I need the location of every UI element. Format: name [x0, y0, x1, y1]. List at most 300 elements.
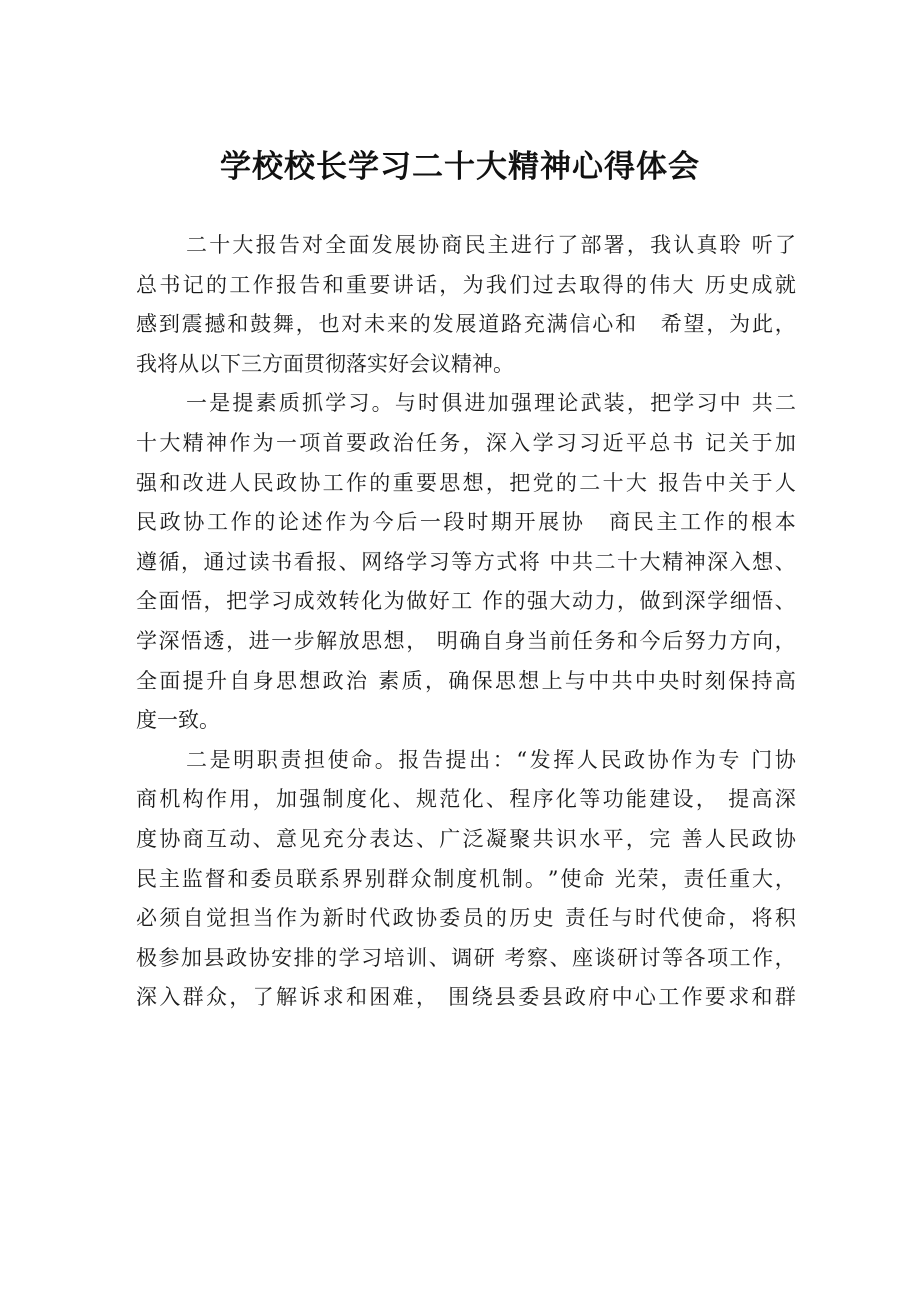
text-glyph: 高	[774, 668, 796, 693]
text-glyph: 方	[729, 628, 751, 653]
text-glyph: 持	[751, 668, 773, 693]
text-glyph: 专	[718, 747, 740, 772]
text-glyph	[496, 939, 503, 979]
text-glyph: ，	[226, 628, 248, 653]
text-glyph: 到	[662, 589, 684, 614]
text-glyph: 作	[229, 430, 251, 455]
text-glyph: 要	[345, 430, 367, 455]
text-glyph: ，	[252, 787, 274, 812]
text-glyph: 中	[719, 391, 741, 416]
text-glyph: 制	[502, 866, 523, 891]
text-glyph: 达	[392, 826, 414, 851]
text-glyph: 民	[464, 233, 486, 257]
text-glyph: 步	[293, 628, 315, 653]
text-glyph: 后	[662, 628, 684, 653]
text-glyph: 责	[683, 866, 705, 891]
text-glyph: 作	[481, 589, 503, 614]
text-glyph: 要	[369, 272, 391, 297]
text-glyph: 书	[159, 272, 181, 297]
text-glyph: 报	[316, 549, 338, 574]
text-glyph: 责	[280, 747, 302, 772]
text-glyph: 近	[602, 430, 624, 455]
text-glyph: ，	[203, 589, 225, 614]
paragraph-3-line-2	[136, 780, 796, 820]
text-glyph: 加	[275, 787, 297, 812]
text-glyph: 度	[136, 826, 157, 851]
text-glyph: 素	[255, 391, 277, 416]
text-glyph: 中	[634, 668, 656, 693]
text-glyph: 训	[406, 945, 428, 970]
text-glyph: 共	[611, 668, 633, 693]
text-glyph: 任	[588, 906, 610, 931]
text-glyph: 面	[348, 233, 370, 257]
text-glyph: 关	[728, 470, 750, 495]
text-glyph: 确	[459, 628, 481, 653]
text-glyph: 神	[205, 430, 227, 455]
text-glyph: 到	[158, 312, 180, 337]
text-glyph: 协	[299, 470, 321, 495]
text-glyph: 舞	[272, 312, 294, 337]
text-glyph	[673, 820, 680, 860]
text-glyph: 二	[579, 470, 601, 495]
text-glyph	[696, 424, 703, 464]
text-glyph: 设	[672, 787, 694, 812]
text-glyph: 充	[322, 826, 344, 851]
text-glyph: 习	[555, 430, 577, 455]
text-glyph: 项	[707, 945, 729, 970]
text-glyph: 于	[751, 470, 773, 495]
text-glyph: 商	[182, 826, 204, 851]
text-glyph: 考	[504, 945, 526, 970]
text-glyph: ：	[492, 747, 514, 772]
text-glyph: 把	[226, 589, 248, 614]
text-glyph: 效	[316, 589, 338, 614]
text-glyph: 听	[751, 233, 773, 257]
text-glyph: 大	[625, 470, 647, 495]
text-glyph: 、	[774, 549, 796, 574]
text-glyph: 理	[534, 391, 556, 416]
text-glyph: 和	[227, 312, 249, 337]
text-glyph: 和	[615, 312, 637, 337]
text-glyph: 力	[707, 628, 729, 653]
text-glyph: 困	[369, 985, 391, 1010]
text-glyph: 信	[569, 312, 591, 337]
text-glyph: 质	[401, 668, 423, 693]
text-glyph	[474, 582, 481, 622]
text-glyph: 面	[158, 589, 180, 614]
text-glyph: 化	[555, 787, 577, 812]
text-glyph: 深	[485, 430, 507, 455]
text-glyph: 凝	[485, 826, 507, 851]
text-glyph: 联	[296, 866, 318, 891]
text-glyph: 论	[557, 391, 579, 416]
text-glyph: 与	[611, 906, 633, 931]
text-glyph: 为	[299, 906, 321, 931]
text-glyph: 习	[696, 391, 718, 416]
text-glyph: 工	[451, 589, 473, 614]
text-glyph	[556, 899, 563, 939]
text-glyph: ，	[617, 589, 639, 614]
text-glyph: 力	[594, 589, 616, 614]
text-glyph: 代	[658, 906, 680, 931]
text-glyph: 记	[704, 430, 726, 455]
text-glyph: 协	[415, 906, 437, 931]
text-glyph: 了	[557, 233, 579, 257]
text-glyph: 化	[369, 787, 391, 812]
text-glyph: 党	[532, 470, 554, 495]
text-glyph: 十	[617, 549, 639, 574]
text-glyph: 聚	[509, 826, 531, 851]
text-glyph: 建	[649, 787, 671, 812]
text-glyph: 人	[774, 470, 796, 495]
text-glyph: 路	[501, 312, 522, 337]
text-glyph: 未	[364, 312, 386, 337]
text-glyph: 大	[672, 272, 694, 297]
text-glyph: 二	[186, 233, 207, 257]
text-glyph: 鼓	[250, 312, 272, 337]
text-glyph: 做	[406, 589, 428, 614]
text-line: 度一致。	[136, 708, 220, 733]
text-glyph: 提	[728, 787, 750, 812]
text-glyph: 构	[182, 787, 204, 812]
text-glyph: 荣	[637, 866, 659, 891]
text-glyph: ，	[774, 628, 796, 653]
text-glyph: ，	[181, 549, 203, 574]
text-glyph: 素	[378, 668, 400, 693]
text-glyph: ，	[695, 787, 717, 812]
text-glyph: 协	[183, 510, 205, 535]
text-glyph: 群	[182, 985, 204, 1010]
text-glyph: 参	[158, 945, 180, 970]
text-glyph: 商	[441, 233, 463, 257]
text-glyph: 强	[299, 787, 321, 812]
text-glyph: 提	[182, 668, 204, 693]
text-glyph	[369, 662, 376, 702]
text-glyph: 的	[485, 906, 507, 931]
text-glyph: 加	[181, 945, 203, 970]
text-glyph: 确	[448, 668, 470, 693]
text-glyph: 成	[751, 272, 773, 297]
text-glyph: 进	[248, 628, 270, 653]
text-glyph: 民	[136, 510, 157, 535]
text-glyph: 、	[252, 826, 274, 851]
text-glyph: 共	[751, 391, 773, 416]
text-glyph: 大	[751, 866, 773, 891]
text-glyph: 县	[494, 985, 516, 1010]
text-glyph: 一	[419, 510, 441, 535]
text-glyph: 解	[275, 985, 297, 1010]
text-glyph: 作	[252, 272, 274, 297]
text-glyph: 报	[398, 747, 420, 772]
text-glyph: 政	[226, 945, 248, 970]
text-glyph: 深	[707, 549, 729, 574]
text-glyph: 员	[462, 906, 484, 931]
text-glyph: 求	[728, 985, 750, 1010]
text-glyph	[638, 305, 659, 345]
text-glyph: 自	[182, 906, 204, 931]
text-glyph: 思	[494, 668, 516, 693]
text-glyph: 自	[481, 628, 503, 653]
text-glyph: 提	[232, 391, 254, 416]
text-glyph: 共	[532, 826, 554, 851]
text-glyph: 此	[751, 312, 773, 337]
text-glyph: 满	[546, 312, 568, 337]
text-glyph: 大	[232, 233, 254, 257]
text-glyph: 动	[572, 589, 593, 614]
text-glyph: 进	[510, 233, 532, 257]
text-glyph: 全	[136, 589, 157, 614]
text-glyph: 泛	[462, 826, 484, 851]
text-glyph: 根	[751, 510, 773, 535]
text-glyph: 学	[248, 589, 270, 614]
text-glyph: ，	[415, 985, 437, 1010]
text-glyph: 协	[248, 945, 270, 970]
text-glyph: 上	[541, 668, 563, 693]
text-glyph: ，	[728, 906, 750, 931]
text-glyph: 身	[252, 668, 274, 693]
text-glyph: 过	[226, 549, 248, 574]
text-glyph: ，	[406, 628, 428, 653]
text-glyph: 的	[625, 272, 647, 297]
text-glyph: 对	[341, 312, 363, 337]
text-glyph: 委	[439, 906, 461, 931]
text-glyph: ，	[774, 866, 796, 891]
text-glyph: 制	[433, 866, 455, 891]
text-glyph: 度	[345, 787, 367, 812]
text-glyph: 心	[592, 312, 614, 337]
text-glyph: 习	[271, 589, 293, 614]
text-glyph: 发	[432, 312, 454, 337]
text-glyph: 工	[229, 272, 251, 297]
text-glyph: 规	[415, 787, 437, 812]
text-glyph: 平	[602, 826, 624, 851]
paragraph-2-line-3	[136, 464, 796, 504]
text-glyph: 新	[322, 906, 344, 931]
text-glyph: 系	[319, 866, 340, 891]
text-glyph: 期	[490, 510, 512, 535]
text-glyph: 治	[345, 668, 367, 693]
text-glyph: 通	[203, 549, 225, 574]
text-glyph: 、	[549, 945, 571, 970]
text-glyph: 民	[252, 470, 274, 495]
text-glyph: 抓	[302, 391, 324, 416]
text-glyph: 县	[203, 945, 225, 970]
text-glyph: 深	[774, 787, 796, 812]
text-glyph: 我	[650, 233, 672, 257]
text-glyph: 主	[487, 233, 509, 257]
text-glyph: 话	[415, 272, 437, 297]
text-glyph: 努	[684, 628, 706, 653]
text-glyph: 史	[728, 272, 750, 297]
text-glyph: 大	[639, 549, 661, 574]
text-glyph: 为	[462, 272, 484, 297]
text-glyph: 展	[394, 233, 416, 257]
text-glyph: 责	[564, 906, 586, 931]
text-glyph: 程	[509, 787, 531, 812]
text-glyph: 务	[439, 430, 461, 455]
text-glyph: 去	[555, 272, 577, 297]
text-glyph: 员	[273, 866, 295, 891]
text-glyph: 分	[345, 826, 367, 851]
text-glyph: 一	[275, 430, 297, 455]
text-glyph: 和	[159, 470, 181, 495]
text-glyph: 看	[293, 549, 315, 574]
text-glyph: 全	[136, 668, 157, 693]
text-glyph: 担	[303, 747, 325, 772]
text-glyph: 进	[464, 391, 486, 416]
text-glyph: 广	[439, 826, 461, 851]
text-glyph: 群	[774, 985, 796, 1010]
text-glyph: 高	[751, 787, 773, 812]
text-glyph: ，	[229, 985, 251, 1010]
text-glyph: 也	[318, 312, 340, 337]
text-glyph: 。	[374, 747, 396, 772]
text-glyph: 共	[572, 549, 593, 574]
text-glyph: 习	[348, 391, 370, 416]
text-glyph: 发	[529, 747, 551, 772]
text-glyph: 积	[774, 906, 796, 931]
text-glyph: 了	[252, 985, 274, 1010]
text-glyph: ，	[626, 233, 648, 257]
text-glyph: 工	[729, 945, 751, 970]
text-glyph: 作	[752, 945, 774, 970]
text-glyph: 平	[625, 430, 647, 455]
text-glyph: 见	[299, 826, 321, 851]
paragraph-3-line-6	[136, 939, 796, 979]
text-glyph	[649, 464, 656, 504]
text-glyph: 任	[572, 628, 593, 653]
text-glyph: 是	[209, 747, 231, 772]
text-glyph: 委	[250, 866, 272, 891]
text-glyph: 与	[564, 668, 586, 693]
text-glyph: 关	[728, 430, 750, 455]
text-glyph: 用	[229, 787, 251, 812]
text-glyph: 绕	[471, 985, 493, 1010]
text-glyph: 报	[255, 233, 277, 257]
text-glyph: 时	[418, 391, 440, 416]
text-glyph: 精	[182, 430, 204, 455]
text-glyph: 求	[322, 985, 344, 1010]
text-glyph: 度	[456, 866, 478, 891]
text-glyph: ，	[485, 470, 507, 495]
text-glyph: 面	[159, 668, 181, 693]
text-glyph: ，	[660, 866, 682, 891]
text-glyph	[743, 384, 750, 424]
text-glyph: 式	[496, 549, 518, 574]
text-glyph: 明	[436, 628, 458, 653]
text-glyph: 的	[409, 312, 431, 337]
text-glyph: 任	[706, 866, 728, 891]
text-glyph: 使	[681, 906, 703, 931]
text-glyph: 悟	[181, 589, 203, 614]
text-glyph: 历	[509, 906, 531, 931]
text-glyph: 保	[728, 668, 750, 693]
text-glyph: 学	[136, 628, 157, 653]
text-glyph: 学	[707, 589, 729, 614]
text-glyph: 保	[471, 668, 493, 693]
text-glyph	[541, 543, 548, 583]
text-glyph: 好	[428, 589, 450, 614]
text-glyph: 学	[406, 549, 428, 574]
text-glyph: ，	[424, 668, 446, 693]
text-glyph: 展	[455, 312, 477, 337]
text-glyph: 提	[445, 747, 467, 772]
text-glyph: 撼	[204, 312, 226, 337]
text-glyph: 和	[617, 628, 639, 653]
document-title: 学校校长学习二十大精神心得体会	[220, 149, 700, 185]
text-glyph: 大	[159, 430, 181, 455]
text-glyph: 历	[704, 272, 726, 297]
text-glyph: 前	[549, 628, 571, 653]
text-glyph: 工	[206, 510, 228, 535]
text-glyph: 机	[479, 866, 501, 891]
text-glyph: 想	[383, 628, 405, 653]
text-glyph: ，	[626, 391, 648, 416]
text-glyph: 学	[325, 391, 347, 416]
text-glyph: 络	[383, 549, 405, 574]
text-glyph: 全	[325, 233, 347, 257]
text-glyph: 伟	[649, 272, 671, 297]
text-glyph: 告	[421, 747, 443, 772]
text-glyph: 使	[560, 866, 582, 891]
text-glyph: 的	[316, 945, 338, 970]
text-glyph: 时	[634, 906, 656, 931]
text-glyph: 转	[338, 589, 360, 614]
paragraph-3-line-5	[136, 899, 796, 939]
text-glyph: 思	[275, 668, 297, 693]
text-glyph: 署	[603, 233, 625, 257]
text-glyph: 深	[158, 628, 180, 653]
text-glyph: 发	[371, 233, 393, 257]
text-glyph: 武	[580, 391, 602, 416]
text-glyph: 作	[275, 906, 297, 931]
text-glyph: 安	[271, 945, 293, 970]
text-glyph: 做	[639, 589, 661, 614]
text-glyph: 学	[338, 945, 360, 970]
text-glyph: 人	[229, 470, 251, 495]
text-glyph: 必	[136, 906, 157, 931]
text-glyph: 工	[322, 470, 344, 495]
text-glyph: 担	[229, 906, 251, 931]
text-glyph: 主	[158, 866, 180, 891]
text-glyph: 人	[576, 747, 598, 772]
text-glyph: 告	[299, 272, 321, 297]
text-glyph: 把	[509, 470, 531, 495]
text-glyph: 商	[136, 787, 157, 812]
text-glyph: 方	[473, 549, 495, 574]
text-glyph	[429, 622, 436, 662]
text-glyph: 和	[751, 985, 773, 1010]
text-glyph: 想	[462, 470, 484, 495]
text-glyph: 政	[322, 668, 344, 693]
text-glyph: 协	[418, 233, 440, 257]
text-glyph: 入	[729, 549, 751, 574]
text-glyph: 中	[549, 549, 571, 574]
text-glyph: 范	[439, 787, 461, 812]
text-glyph: 要	[415, 470, 437, 495]
text-glyph: 政	[369, 430, 391, 455]
text-glyph: 的	[555, 470, 577, 495]
text-glyph: 震	[181, 312, 203, 337]
text-glyph: 总	[649, 430, 671, 455]
text-glyph: 互	[205, 826, 227, 851]
text-glyph: 一	[271, 628, 293, 653]
text-glyph: 重	[345, 272, 367, 297]
text-glyph: 是	[209, 391, 231, 416]
text-glyph: 能	[625, 787, 647, 812]
paragraph-2-line-7	[136, 622, 796, 662]
text-glyph: 主	[656, 510, 678, 535]
